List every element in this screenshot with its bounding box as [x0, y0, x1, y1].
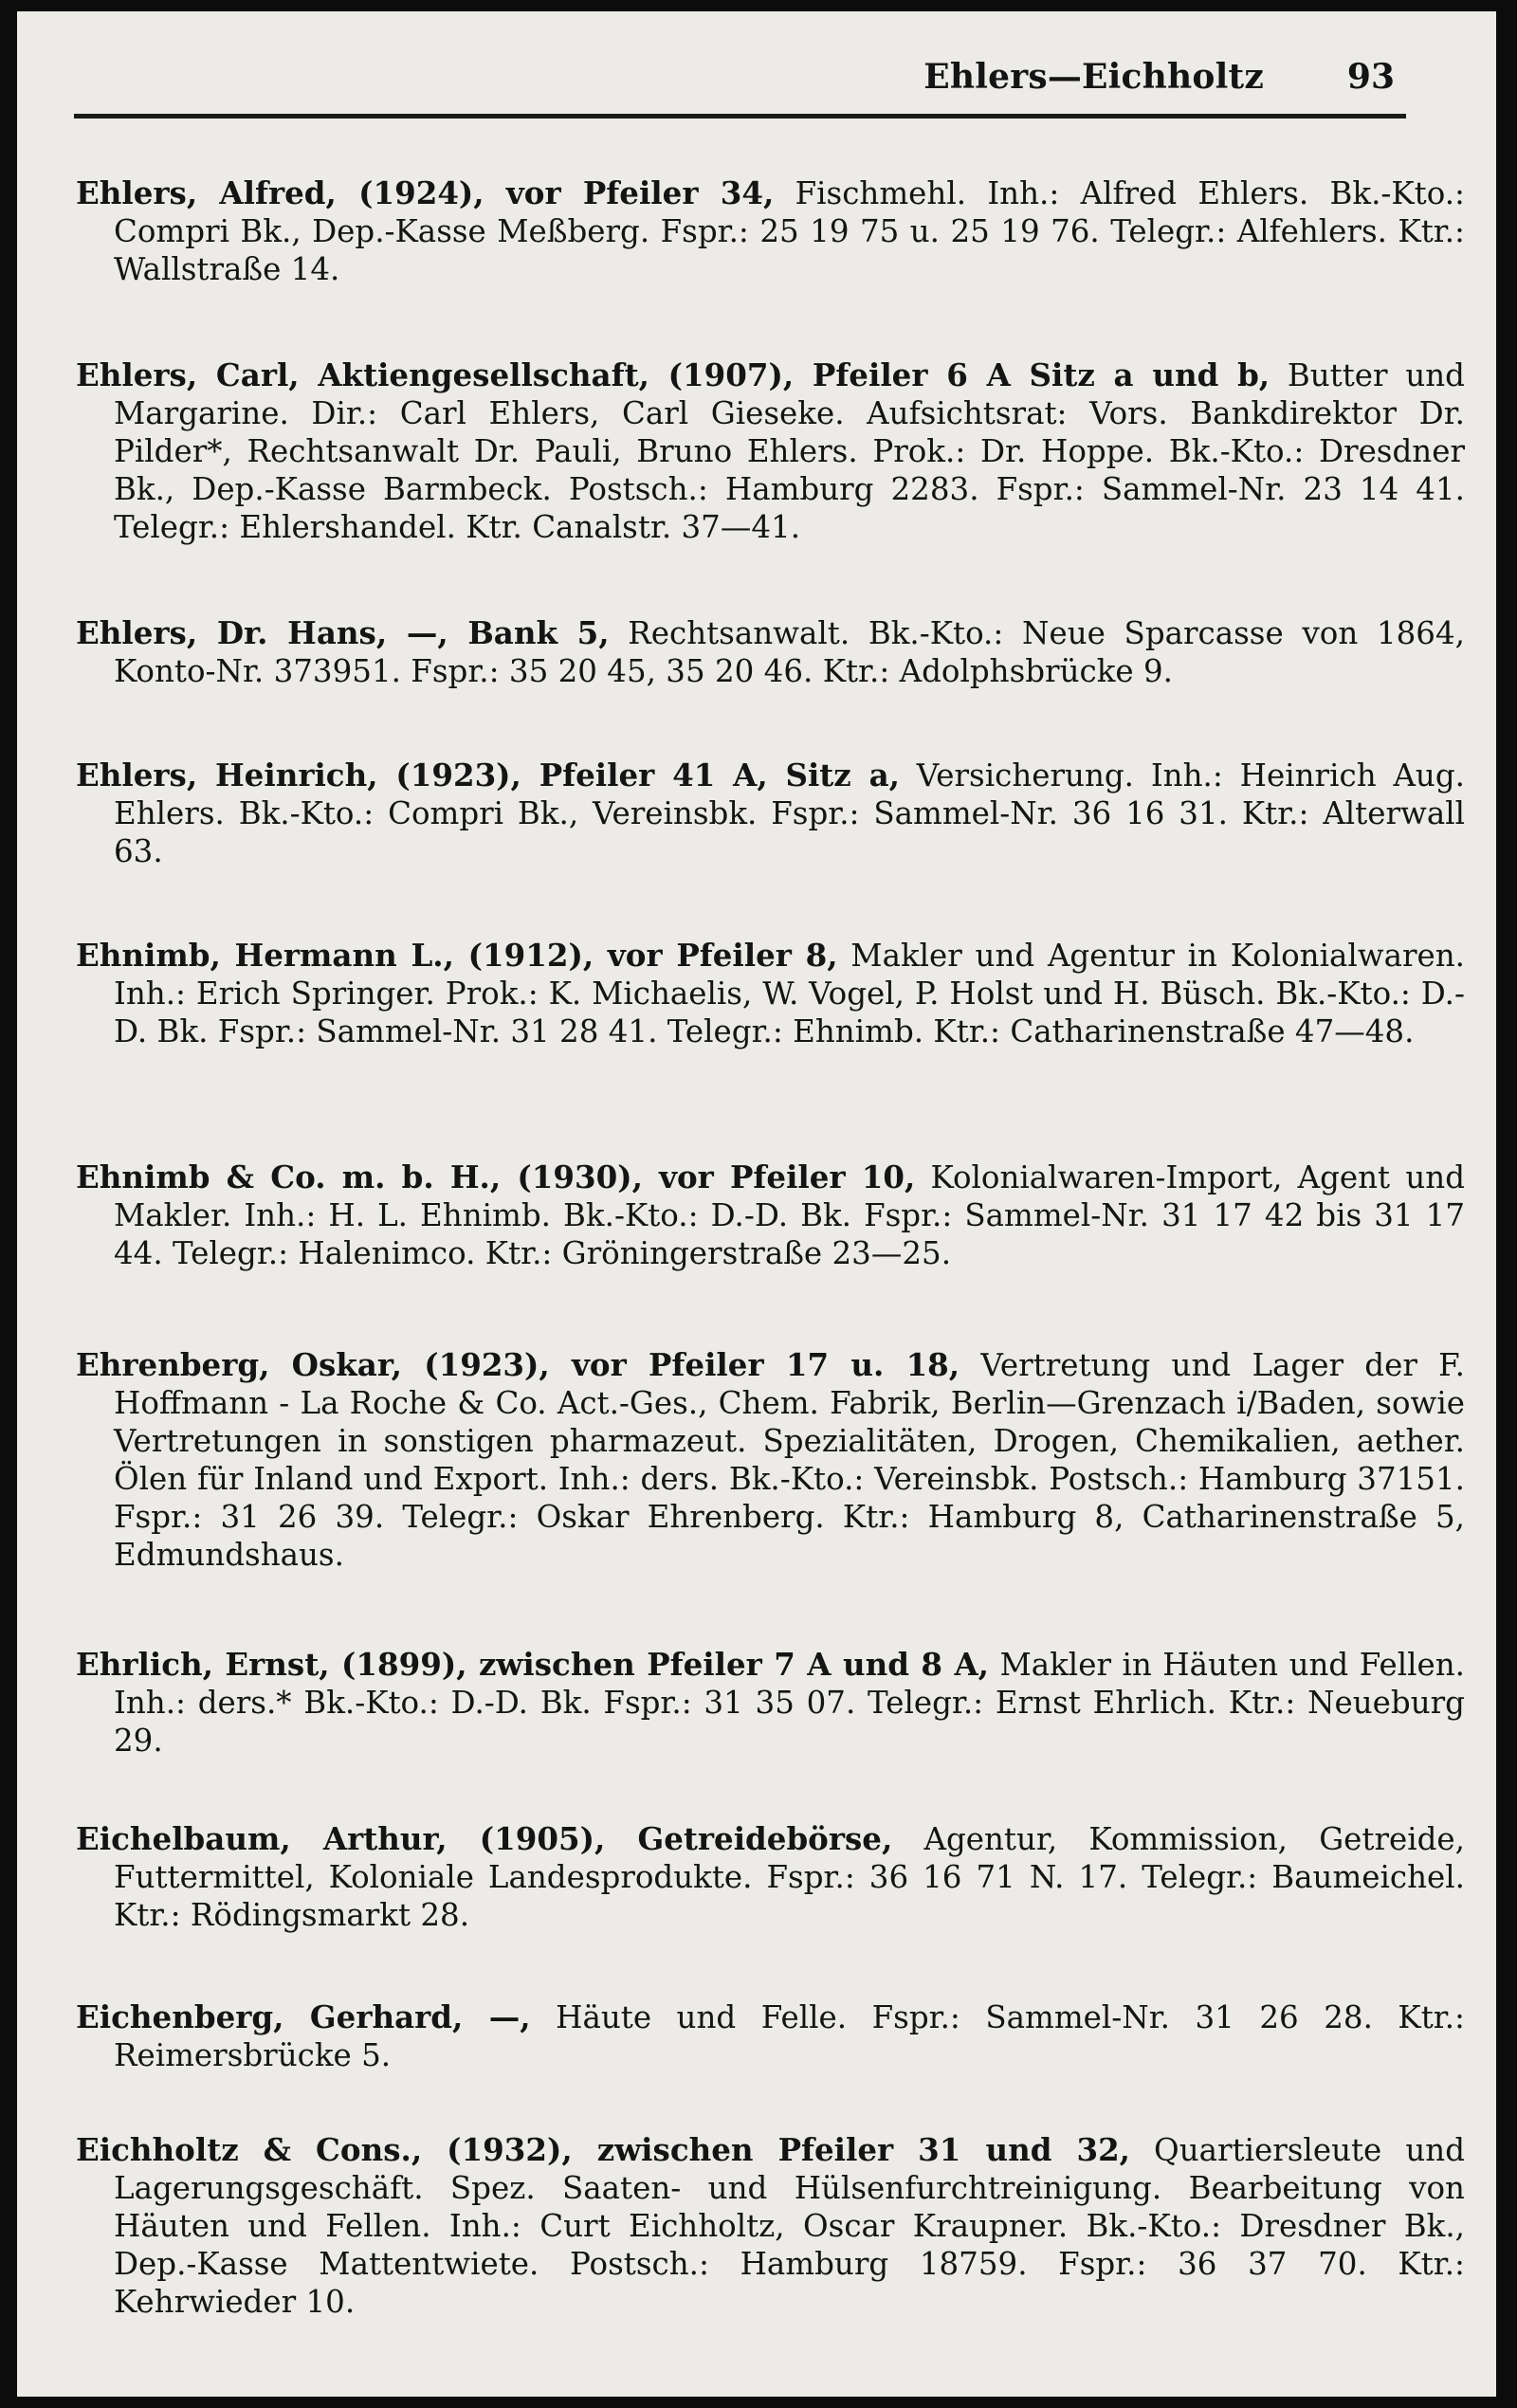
- entry-ehnimb-co: [76, 1158, 1465, 1272]
- entry-body: Versicherung. Inh.: Heinrich Aug. Ehlers. Bk.-Kto.: Compri Bk., Vereinsbk. Fspr.: Sammel-Nr. 36 16 31. Ktr.: Alterwall 63.: [114, 757, 1465, 869]
- entry-head: Ehrenberg, Oskar, (1923), vor Pfeiler 17 u. 18,: [76, 1346, 960, 1383]
- entry-ehrlich-ernst: [76, 1646, 1465, 1760]
- entry-body: Kolonialwaren-Import, Agent und Makler. Inh.: H. L. Ehnimb. Bk.-Kto.: D.-D. Bk. Fspr.: Sammel-Nr. 31 17 42 bis 31 17 44. Telegr.: Halenimco. Ktr.: Gröningerstraße 23—25.: [114, 1159, 1465, 1271]
- entry-ehrenberg-oskar: [76, 1346, 1465, 1574]
- entry-body: Vertretung und Lager der F. Hoffmann - La Roche & Co. Act.-Ges., Chem. Fabrik, Berlin—Grenzach i/Baden, sowie Vertretungen in sonstigen pharmazeut. Spezialitäten, Drogen, Chemikalien, aether. Ölen für Inland und Export. Inh.: ders. Bk.-Kto.: Vereinsbk. Postsch.: Hamburg 37151. Fspr.: 31 26 39. Telegr.: Oskar Ehrenberg. Ktr.: Hamburg 8, Catharinenstraße 5, Edmundshaus.: [114, 1347, 1465, 1573]
- entry-eichelbaum-arthur: [76, 1820, 1465, 1934]
- entry-ehlers-heinrich: [76, 757, 1465, 870]
- entry-head: Eichholtz & Cons., (1932), zwischen Pfeiler 31 und 32,: [76, 2131, 1130, 2168]
- entry-ehlers-alfred: [76, 174, 1465, 288]
- entry-body: Makler in Häuten und Fellen. Inh.: ders.* Bk.-Kto.: D.-D. Bk. Fspr.: 31 35 07. Telegr.: Ernst Ehrlich. Ktr.: Neueburg 29.: [114, 1647, 1465, 1759]
- entry-head: Eichenberg, Gerhard, —,: [76, 1998, 531, 2035]
- entry-head: Ehrlich, Ernst, (1899), zwischen Pfeiler 7 A und 8 A,: [76, 1646, 989, 1683]
- entry-head: Ehnimb, Hermann L., (1912), vor Pfeiler 8,: [76, 937, 838, 974]
- entry-body: Agentur, Kommission, Getreide, Futtermittel, Koloniale Landesprodukte. Fspr.: 36 16 71 N. 17. Telegr.: Baumeichel. Ktr.: Rödingsmarkt 28.: [114, 1821, 1465, 1933]
- running-title: Ehlers—Eichholtz: [923, 57, 1264, 97]
- entry-head: Ehnimb & Co. m. b. H., (1930), vor Pfeiler 10,: [76, 1158, 916, 1195]
- entry-body: Butter und Margarine. Dir.: Carl Ehlers, Carl Gieseke. Aufsichtsrat: Vors. Bankdirektor Dr. Pilder*, Rechtsanwalt Dr. Pauli, Bruno Ehlers. Prok.: Dr. Hoppe. Bk.-Kto.: Dresdner Bk., Dep.-Kasse Barmbeck. Postsch.: Hamburg 2283. Fspr.: Sammel-Nr. 23 14 41. Telegr.: Ehlershandel. Ktr. Canalstr. 37—41.: [114, 357, 1465, 545]
- directory-page: [17, 11, 1496, 2397]
- entry-body: Rechtsanwalt. Bk.-Kto.: Neue Sparcasse von 1864, Konto-Nr. 373951. Fspr.: 35 20 45, 35 20 46. Ktr.: Adolphsbrücke 9.: [114, 615, 1465, 689]
- entry-eichholtz-cons: [76, 2131, 1465, 2321]
- header-rule: [74, 114, 1406, 119]
- page-header: [74, 57, 1406, 123]
- entry-ehlers-hans: [76, 614, 1465, 690]
- page-number: 93: [1346, 57, 1395, 97]
- entry-eichenberg-gerhard: [76, 1998, 1465, 2074]
- entry-head: Ehlers, Carl, Aktiengesellschaft, (1907), Pfeiler 6 A Sitz a und b,: [76, 356, 1270, 393]
- entry-ehnimb-hermann: [76, 937, 1465, 1050]
- entry-head: Ehlers, Heinrich, (1923), Pfeiler 41 A, Sitz a,: [76, 757, 900, 794]
- entry-head: Ehlers, Dr. Hans, —, Bank 5,: [76, 614, 610, 651]
- entry-head: Eichelbaum, Arthur, (1905), Getreidebörse,: [76, 1820, 893, 1857]
- entry-body: Quartiersleute und Lagerungsgeschäft. Spez. Saaten- und Hülsenfurchtreinigung. Bearbeitung von Häuten und Fellen. Inh.: Curt Eichholtz, Oscar Kraupner. Bk.-Kto.: Dresdner Bk., Dep.-Kasse Mattentwiete. Postsch.: Hamburg 18759. Fspr.: 36 37 70. Ktr.: Kehrwieder 10.: [114, 2132, 1465, 2320]
- entry-ehlers-carl: [76, 356, 1465, 546]
- entry-head: Ehlers, Alfred, (1924), vor Pfeiler 34,: [76, 174, 775, 211]
- entry-body: Fischmehl. Inh.: Alfred Ehlers. Bk.-Kto.: Compri Bk., Dep.-Kasse Meßberg. Fspr.: 25 19 75 u. 25 19 76. Telegr.: Alfehlers. Ktr.: Wallstraße 14.: [114, 175, 1465, 287]
- entry-body: Makler und Agentur in Kolonialwaren. Inh.: Erich Springer. Prok.: K. Michaelis, W. Vogel, P. Holst und H. Büsch. Bk.-Kto.: D.-D. Bk. Fspr.: Sammel-Nr. 31 28 41. Telegr.: Ehnimb. Ktr.: Catharinenstraße 47—48.: [114, 938, 1465, 1049]
- entry-body: Häute und Felle. Fspr.: Sammel-Nr. 31 26 28. Ktr.: Reimersbrücke 5.: [114, 1999, 1465, 2073]
